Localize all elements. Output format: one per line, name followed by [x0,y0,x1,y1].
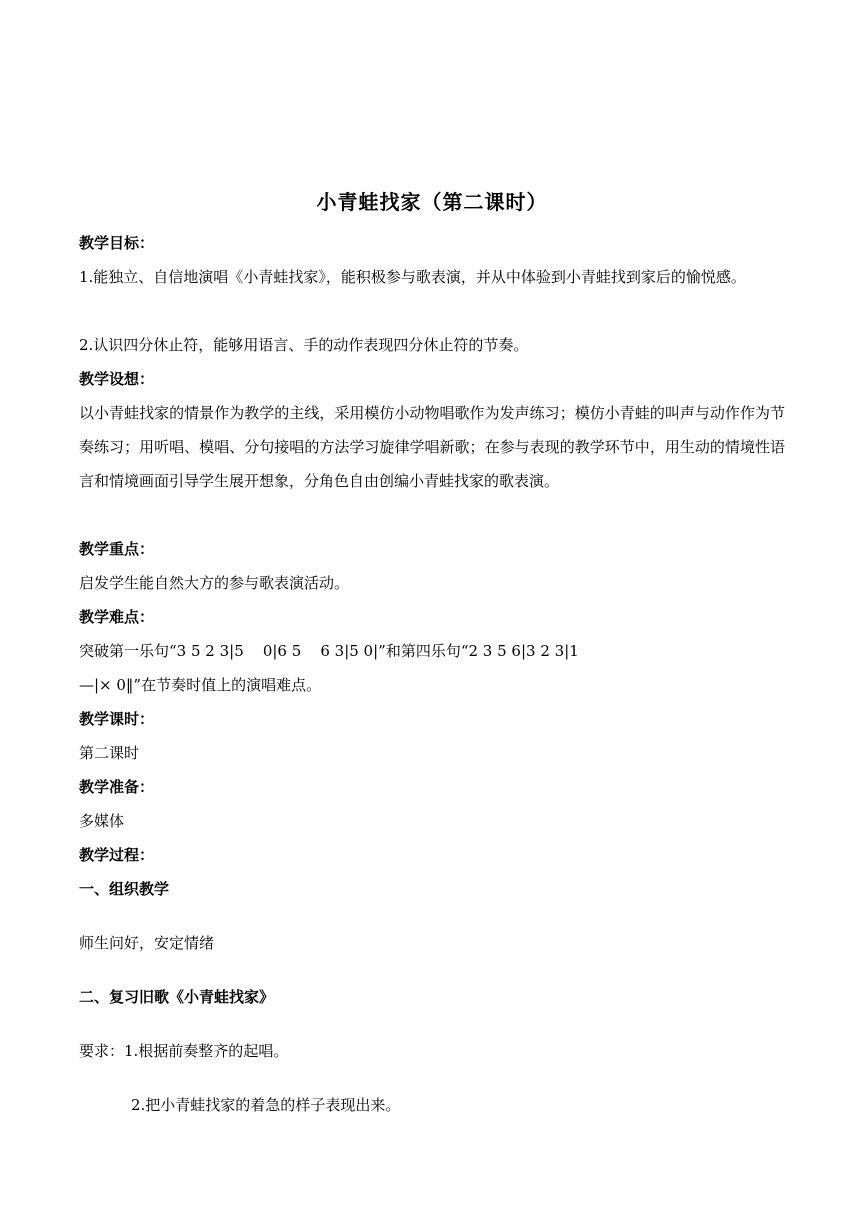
requirement-2: 2.把小青蛙找家的着急的样子表现出来。 [131,1096,401,1114]
key-points-heading: 教学重点： [79,540,155,558]
goals-heading: 教学目标： [79,234,155,252]
document-page [79,0,785,1216]
design-heading: 教学设想： [79,370,155,388]
design-text: 以小青蛙找家的情景作为教学的主线，采用模仿小动物唱歌作为发声练习；模仿小青蛙的叫声与动作作为节奏练习；用听唱、模唱、分句接唱的方法学习旋律学唱新歌；在参与表现的教学环节中，用生动的情境性语言和情境画面引导学生展开想象，分角色自由创编小青蛙找家的歌表演。 [79,404,785,490]
goals-item-2: 2.认识四分休止符，能够用语言、手的动作表现四分休止符的节奏。 [79,336,529,354]
prep-text: 多媒体 [79,812,125,830]
section-2-heading: 二、复习旧歌《小青蛙找家》 [79,988,275,1006]
section-1-heading: 一、组织教学 [79,880,170,898]
periods-text: 第二课时 [79,744,140,762]
document-title: 小青蛙找家（第二课时） [316,190,548,214]
periods-heading: 教学课时： [79,710,155,728]
difficulties-line-1: 突破第一乐句“3 5 2 3|5 0|6 5 6 3|5 0|”和第四乐句“2 3 5 6|3 2 3|1 [79,642,579,660]
key-points-text: 启发学生能自然大方的参与歌表演活动。 [79,574,350,592]
prep-heading: 教学准备： [79,778,155,796]
requirement-1: 要求：1.根据前奏整齐的起唱。 [79,1042,289,1060]
goals-item-1: 1.能独立、自信地演唱《小青蛙找家》，能积极参与歌表演，并从中体验到小青蛙找到家后的愉悦感。 [79,268,746,286]
section-1-text: 师生问好，安定情绪 [79,934,215,952]
difficulties-heading: 教学难点： [79,608,155,626]
process-heading: 教学过程： [79,846,155,864]
difficulties-line-2: —|× 0‖”在节奏时值上的演唱难点。 [79,676,322,694]
